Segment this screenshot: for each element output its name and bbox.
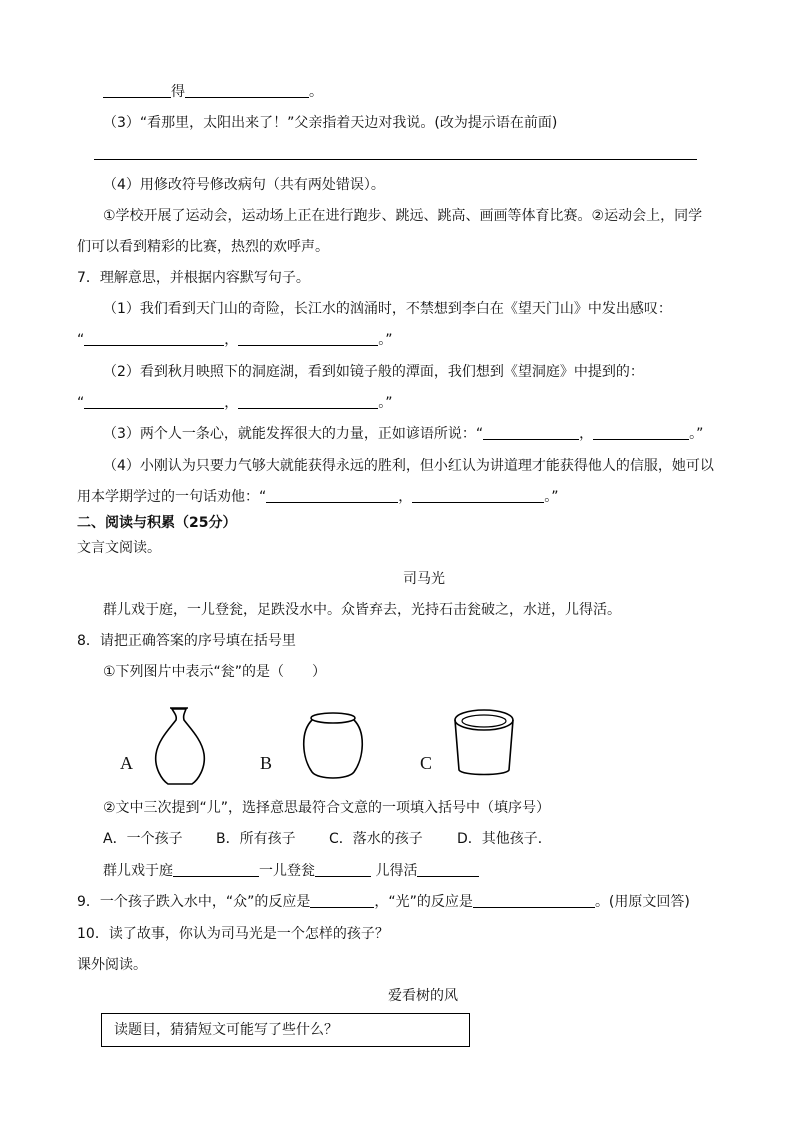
choice-a: A．一个孩子 xyxy=(103,831,183,847)
blank[interactable] xyxy=(417,862,479,877)
q7-3-prompt: （3）两个人一条心，就能发挥很大的力量，正如谚语所说：“ ， 。” xyxy=(103,426,704,442)
q7-1-fill: “ ， 。” xyxy=(77,332,393,348)
q6-2-fill-line xyxy=(103,82,323,102)
q6-4-sentence-line1: ①学校开展了运动会，运动场上正在进行跑步、跳远、跳高、画画等体育比赛。②运动会上，同学 xyxy=(103,208,703,224)
q6-3-answer-line[interactable] xyxy=(94,159,697,160)
extra-passage-title: 爱看树的风 xyxy=(388,988,458,1004)
blank[interactable] xyxy=(238,394,378,409)
period: 。 xyxy=(309,84,323,100)
blank[interactable] xyxy=(84,394,224,409)
bucket-picture-icon[interactable] xyxy=(452,708,516,780)
passage-title: 司马光 xyxy=(403,571,445,587)
q9-prompt: 9．一个孩子跌入水中，“众”的反应是 ，“光”的反应是 。(用原文回答) xyxy=(77,894,690,910)
choice-d: D．其他孩子． xyxy=(457,831,552,847)
guess-prompt-box xyxy=(101,1013,470,1047)
blank[interactable] xyxy=(238,331,378,346)
blank[interactable] xyxy=(84,331,224,346)
q8-2-fill-row: 群儿戏于庭 一儿登瓮 儿得活 xyxy=(103,861,479,881)
blank[interactable] xyxy=(173,862,259,877)
extra-reading-label: 课外阅读。 xyxy=(77,957,147,973)
q7-1-prompt: （1）我们看到天门山的奇险，长江水的汹涌时，不禁想到李白在《望天门山》中发出感叹： xyxy=(103,301,672,317)
q7-4-prompt-line2: 用本学期学过的一句话劝他：“ ， 。” xyxy=(77,489,559,505)
urn-picture-icon[interactable] xyxy=(300,710,366,782)
text-de: 得 xyxy=(171,84,185,100)
q6-3-prompt: （3）“看那里，太阳出来了！”父亲指着天边对我说。(改为提示语在前面) xyxy=(103,115,558,131)
blank[interactable] xyxy=(483,425,579,440)
blank[interactable] xyxy=(315,862,371,877)
blank[interactable] xyxy=(473,893,595,908)
q7-2-fill: “ ， 。” xyxy=(77,395,393,411)
blank[interactable] xyxy=(185,83,309,98)
guess-prompt-text: 读题目，猜猜短文可能写了些什么？ xyxy=(114,1022,338,1038)
passage-text: 群儿戏于庭，一儿登瓮，足跌没水中。众皆弃去，光持石击瓮破之，水迸，儿得活。 xyxy=(103,602,621,618)
q8-title: 8．请把正确答案的序号填在括号里 xyxy=(77,633,296,649)
q8-2-prompt: ②文中三次提到“儿”，选择意思最符合文意的一项填入括号中（填序号） xyxy=(103,800,551,816)
option-c-label: C xyxy=(420,753,433,773)
q6-4-sentence-line2: 们可以看到精彩的比赛，热烈的欢呼声。 xyxy=(77,239,329,255)
option-a-label: A xyxy=(120,753,133,773)
option-b-label: B xyxy=(260,753,273,773)
classical-reading-label: 文言文阅读。 xyxy=(77,540,161,556)
blank[interactable] xyxy=(103,83,171,98)
blank[interactable] xyxy=(593,425,689,440)
choice-b: B．所有孩子 xyxy=(216,831,296,847)
section-2-heading: 二、阅读与积累（25分） xyxy=(77,515,237,531)
q8-1-prompt: ①下列图片中表示“瓮”的是（ ） xyxy=(103,664,327,680)
blank[interactable] xyxy=(310,893,374,908)
q7-2-prompt: （2）看到秋月映照下的洞庭湖，看到如镜子般的潭面，我们想到《望洞庭》中提到的： xyxy=(103,364,644,380)
q7-title: 7．理解意思，并根据内容默写句子。 xyxy=(77,270,310,286)
vase-picture-icon[interactable] xyxy=(150,706,210,786)
choice-c: C．落水的孩子 xyxy=(329,831,423,847)
q6-4-title: （4）用修改符号修改病句（共有两处错误）。 xyxy=(103,177,385,193)
q7-4-prompt-line1: （4）小刚认为只要力气够大就能获得永远的胜利，但小红认为讲道理才能获得他人的信服，她可以 xyxy=(103,458,714,474)
q10-prompt: 10．读了故事，你认为司马光是一个怎样的孩子？ xyxy=(77,926,389,942)
blank[interactable] xyxy=(412,488,544,503)
blank[interactable] xyxy=(266,488,398,503)
